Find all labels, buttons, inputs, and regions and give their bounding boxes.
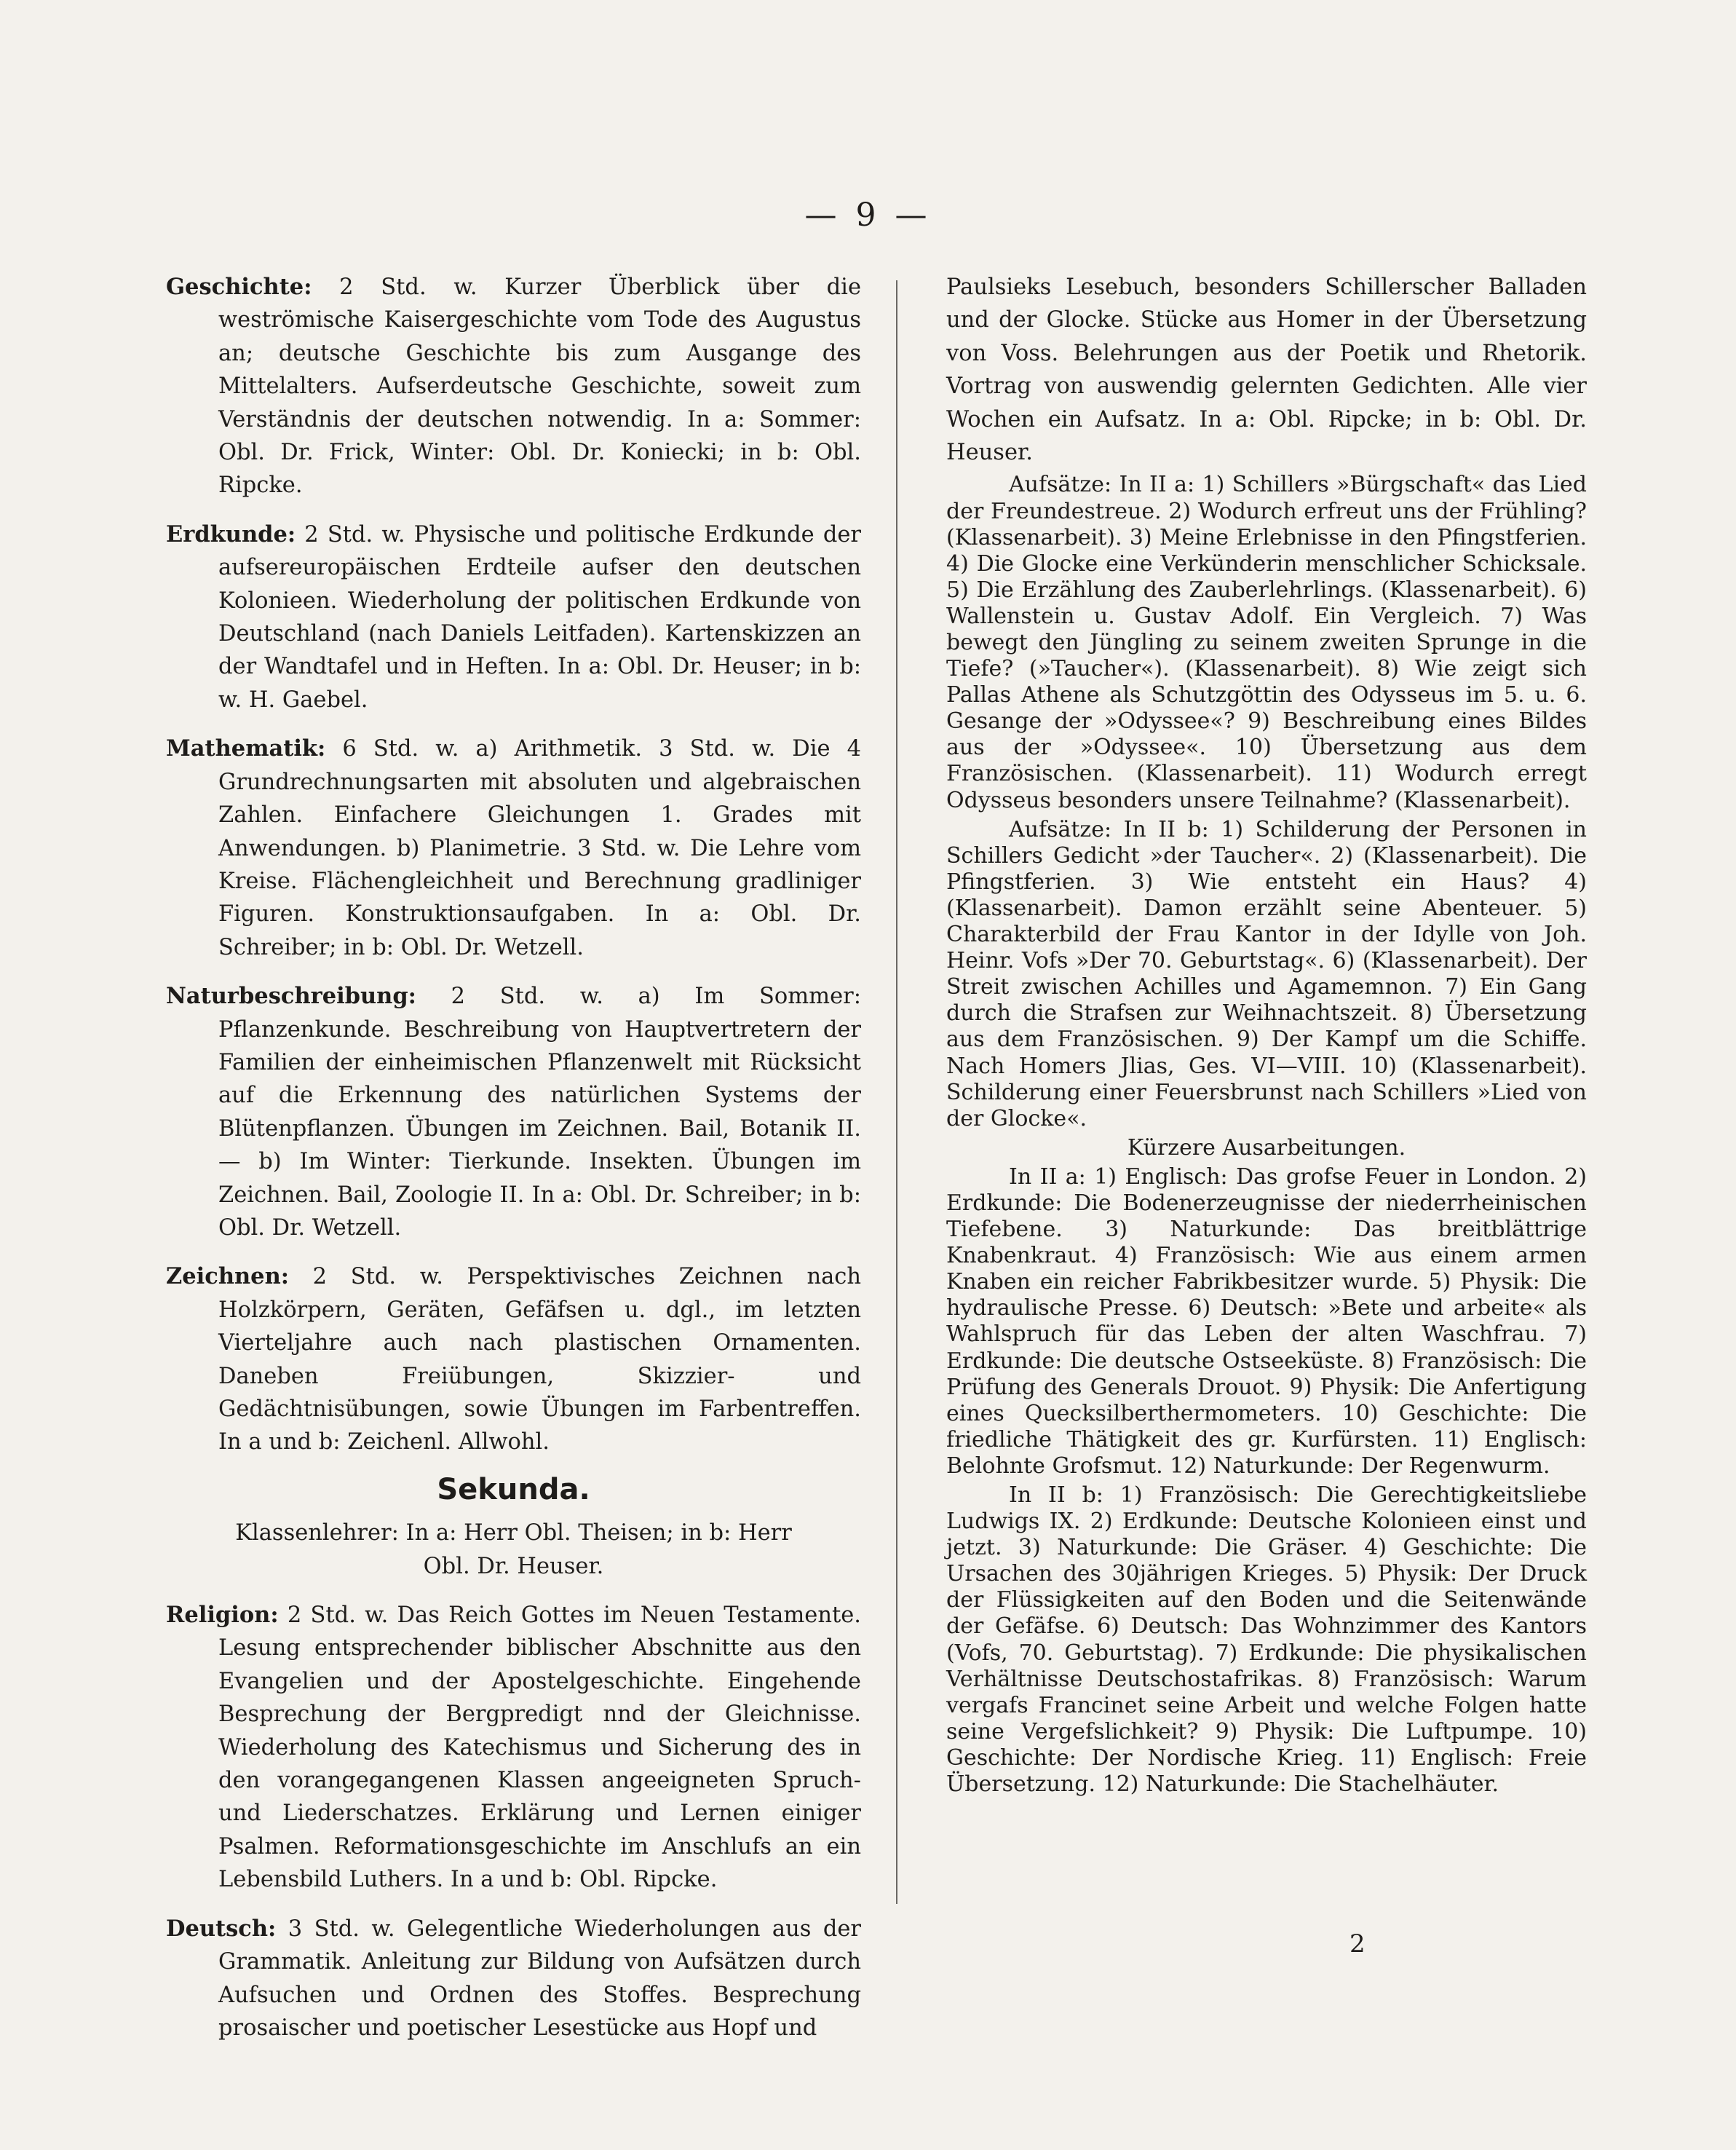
subject-text: 3 Std. w. Gelegentliche Wiederholungen aus der Grammatik. Anleitung zur Bildung von Aufsätzen durch Aufsuchen und Ordnen des Stoffes. Besprechung prosaischer und poetischer Lesestücke aus Hopf und <box>218 1916 861 2041</box>
short-essays-heading: Kürzere Ausarbeitungen. <box>1127 1134 1406 1161</box>
subject-religion <box>166 1599 861 1897</box>
subject-heading: Zeichnen: <box>166 1263 290 1290</box>
subject-text: 2 Std. w. Das Reich Gottes im Neuen Testamente. Lesung entsprechender biblischer Abschnitte aus den Evangelien und der Apostelgeschichte. Eingehende Besprechung der Bergpredigt nnd der Gleichnisse. Wiederholung des Katechismus und Sicherung des in den vorangegangenen Klassen angeeigneten Spruch- und Liederschatzes. Erklärung und Lernen einiger Psalmen. Reformationsgeschichte im Anschlufs an ein Lebensbild Luthers. In a und b: Obl. Ripcke. <box>218 1602 861 1893</box>
deutsch-continuation: Paulsieks Lesebuch, besonders Schillerscher Balladen und der Glocke. Stücke aus Homer in der Übersetzung von Voss. Belehrungen aus der Poetik und Rhetorik. Vortrag von auswendig gelernten Gedichten. Alle vier Wochen ein Aufsatz. In a: Obl. Ripcke; in b: Obl. Dr. Heuser. <box>946 274 1587 466</box>
subject-geschichte <box>166 271 861 502</box>
subject-erdkunde <box>166 518 861 716</box>
subject-heading: Naturbeschreibung: <box>166 983 416 1010</box>
short-essays-class-a: In II a: 1) Englisch: Das grofse Feuer in London. 2) Erdkunde: Die Bodenerzeugnisse der niederrheinischen Tiefebene. 3) Naturkunde: Das breitblättrige Knabenkraut. 4) Französisch: Wie aus einem armen Knaben ein reicher Fabrikbesitzer wurde. 5) Physik: Die hydraulische Presse. 6) Deutsch: »Bete und arbeite« als Wahlspruch für das Leben der alten Waschfrau. 7) Erdkunde: Die deutsche Ostseeküste. 8) Französisch: Die Prüfung des Generals Drouot. 9) Physik: Die Anfertigung eines Quecksilberthermometers. 10) Geschichte: Die friedliche Thätigkeit des gr. Kurfürsten. 11) Englisch: Belohnte Grofsmut. 12) Naturkunde: Der Regenwurm. <box>946 1163 1587 1479</box>
essays-class-a: Aufsätze: In II a: 1) Schillers »Bürgschaft« das Lied der Freundestreue. 2) Wodurch erfreut uns der Frühling? (Klassenarbeit). 3) Meine Erlebnisse in den Pfingstferien. 4) Die Glocke eine Verkünderin menschlicher Schicksale. 5) Die Erzählung des Zauberlehrlings. (Klassenarbeit). 6) Wallenstein u. Gustav Adolf. Ein Vergleich. 7) Was bewegt den Jüngling zu seinem zweiten Sprunge in die Tiefe? (»Taucher«). (Klassenarbeit). 8) Wie zeigt sich Pallas Athene als Schutzgöttin des Odysseus im 5. u. 6. Gesange der »Odyssee«? 9) Beschreibung eines Bildes aus der »Odyssee«. 10) Übersetzung aus dem Französischen. (Klassenarbeit). 11) Wodurch erregt Odysseus besonders unsere Teilnahme? (Klassenarbeit). <box>946 472 1587 813</box>
subject-text: 2 Std. w. a) Im Sommer: Pflanzenkunde. Beschreibung von Hauptvertretern der Familien der einheimischen Pflanzenwelt mit Rücksicht auf die Erkennung des natürlichen Systems der Blütenpflanzen. Übungen im Zeichnen. Bail, Botanik II. — b) Im Winter: Tierkunde. Insekten. Übungen im Zeichnen. Bail, Zoologie II. In a: Obl. Dr. Schreiber; in b: Obl. Dr. Wetzell. <box>218 984 861 1241</box>
class-teacher <box>166 1517 861 1583</box>
subject-heading: Geschichte: <box>166 274 312 300</box>
subject-text: 6 Std. w. a) Arithmetik. 3 Std. w. Die 4 Grundrechnungsarten mit absoluten und algebraischen Zahlen. Einfachere Gleichungen 1. Grades mit Anwendungen. b) Planimetrie. 3 Std. w. Die Lehre vom Kreise. Flächengleichheit und Berechnung gradliniger Figuren. Konstruktionsaufgaben. In a: Obl. Dr. Schreiber; in b: Obl. Dr. Wetzell. <box>218 736 861 960</box>
page-number: — 9 — <box>804 197 932 234</box>
section-title: Sekunda. <box>437 1472 590 1506</box>
column-divider <box>896 280 897 1904</box>
subject-text: 2 Std. w. Physische und politische Erdkunde der aufsereuropäischen Erdteile aufser den deutschen Kolonieen. Wiederholung der politischen Erdkunde von Deutschland (nach Daniels Leitfaden). Kartenskizzen an der Wandtafel und in Heften. In a: Obl. Dr. Heuser; in b: w. H. Gaebel. <box>218 521 861 713</box>
subject-heading: Deutsch: <box>166 1915 277 1942</box>
class-teacher-line: Obl. Dr. Heuser. <box>423 1553 604 1579</box>
subject-deutsch <box>166 1913 861 2045</box>
essays-class-b: Aufsätze: In II b: 1) Schilderung der Personen in Schillers Gedicht »der Taucher«. 2) (Klassenarbeit). Die Pfingstferien. 3) Wie entsteht ein Haus? 4) (Klassenarbeit). Damon erzählt seine Abenteuer. 5) Charakterbild der Frau Kantor in der Idylle von Joh. Heinr. Vofs »Der 70. Geburtstag«. 6) (Klassenarbeit). Der Streit zwischen Achilles und Agamemnon. 7) Ein Gang durch die Strafsen zur Weihnachtszeit. 8) Übersetzung aus dem Französischen. 9) Der Kampf um die Schiffe. Nach Homers Jlias, Ges. VI—VIII. 10) (Klassenarbeit). Schilderung einer Feuersbrunst nach Schillers »Lied von der Glocke«. <box>946 816 1587 1131</box>
printer-signature: 2 <box>1349 1929 1366 1959</box>
subject-heading: Erdkunde: <box>166 521 296 548</box>
subject-mathematik <box>166 732 861 964</box>
left-column <box>166 271 861 2044</box>
right-column <box>946 271 1587 1798</box>
subject-zeichnen <box>166 1260 861 1458</box>
short-essays-class-b: In II b: 1) Französisch: Die Gerechtigkeitsliebe Ludwigs IX. 2) Erdkunde: Deutsche Kolonieen einst und jetzt. 3) Naturkunde: Die Gräser. 4) Geschichte: Die Ursachen des 30jährigen Krieges. 5) Physik: Der Druck der Flüssigkeiten auf den Boden und die Seitenwände der Gefäfse. 6) Deutsch: Das Wohnzimmer des Kantors (Vofs, 70. Geburtstag). 7) Erdkunde: Die physikalischen Verhältnisse Deutschostafrikas. 8) Französisch: Warum vergafs Francinet seine Arbeit und welche Folgen hatte seine Vergefslichkeit? 9) Physik: Die Luftpumpe. 10) Geschichte: Der Nordische Krieg. 11) Englisch: Freie Übersetzung. 12) Naturkunde: Die Stachelhäuter. <box>946 1482 1587 1798</box>
subject-text: 2 Std. w. Perspektivisches Zeichnen nach Holzkörpern, Geräten, Gefäfsen u. dgl., im letzten Vierteljahre auch nach plastischen Ornamenten. Daneben Freiübungen, Skizzier- und Gedächtnisübungen, sowie Übungen im Farbentreffen. In a und b: Zeichenl. Allwohl. <box>218 1264 861 1455</box>
class-teacher-line: Klassenlehrer: In a: Herr Obl. Theisen; in b: Herr <box>235 1520 792 1546</box>
subject-text: 2 Std. w. Kurzer Überblick über die weströmische Kaisergeschichte vom Tode des Augustus an; deutsche Geschichte bis zum Ausgange des Mittelalters. Aufserdeutsche Geschichte, soweit zum Verständnis der deutschen notwendig. In a: Sommer: Obl. Dr. Frick, Winter: Obl. Dr. Koniecki; in b: Obl. Ripcke. <box>218 274 861 499</box>
subject-heading: Religion: <box>166 1602 279 1629</box>
subject-heading: Mathematik: <box>166 735 326 762</box>
subject-naturbeschreibung <box>166 980 861 1244</box>
